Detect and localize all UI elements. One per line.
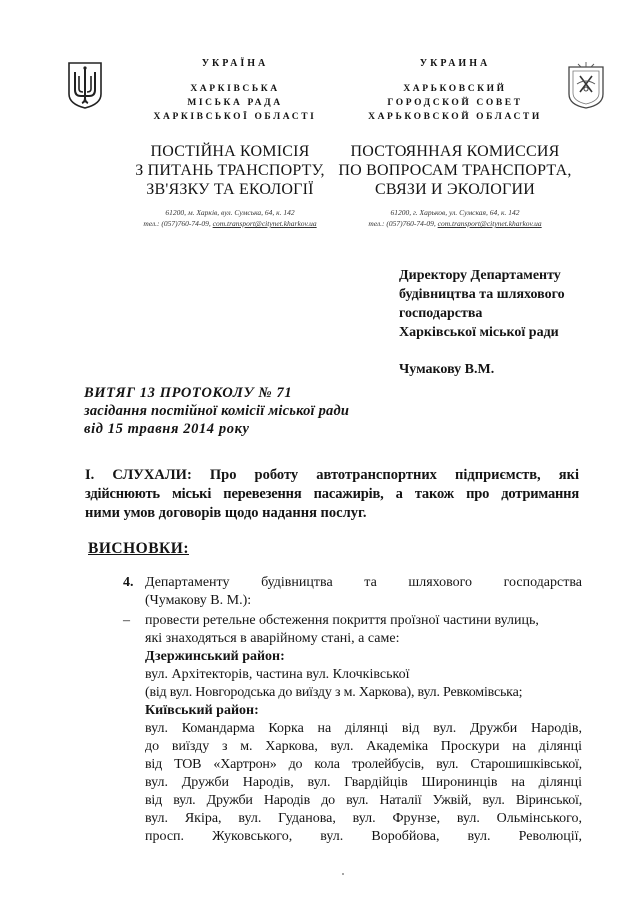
heard-line: І. СЛУХАЛИ: Про роботу автотранспортних підприємств, які bbox=[85, 467, 579, 483]
header-country-ua: УКРАЇНА bbox=[201, 58, 269, 69]
header-commission-ua-line: ПОСТІЙНА КОМІСІЯ bbox=[150, 143, 310, 160]
bullet-dash: – bbox=[123, 613, 130, 628]
item-number: 4. bbox=[123, 575, 134, 590]
district-line: вул. Командарма Корка на ділянці від вул. Дружби Народів, bbox=[145, 721, 582, 736]
district-title-kyivskyi: Київський район: bbox=[145, 703, 259, 718]
extract-line: від 15 травня 2014 року bbox=[84, 421, 250, 437]
phone-text-ru: тел.: (057)760-74-09, bbox=[368, 219, 438, 228]
bullet-line: які знаходяться в аварійному стані, а саме: bbox=[145, 631, 400, 646]
recipient-block bbox=[399, 266, 619, 379]
header-commission-ru-line: ПО ВОПРОСАМ ТРАНСПОРТА, bbox=[338, 162, 572, 179]
header-address-ru bbox=[345, 207, 565, 229]
header-org-ua bbox=[150, 82, 320, 124]
header-commission-ru bbox=[335, 142, 575, 199]
header-org-ru-line: ХАРЬКОВСКОЙ ОБЛАСТИ bbox=[368, 112, 542, 122]
item-4-text bbox=[145, 574, 582, 610]
contact-line-ua bbox=[120, 218, 340, 229]
address-line-ua: 61200, м. Харків, вул. Сумська, 64, к. 142 bbox=[165, 208, 295, 217]
district-line: вул. Дружби Народів, вул. Гвардійців Широнинців на ділянці bbox=[145, 775, 582, 790]
scan-speck bbox=[342, 873, 344, 875]
district-line: від вул. Дружби Народів до вул. Наталії Ужвій, вул. Віринської, bbox=[145, 793, 582, 808]
item-line: Департаменту будівництва та шляхового господарства bbox=[145, 575, 582, 590]
header-org-ru-line: ХАРЬКОВСКИЙ bbox=[403, 84, 507, 94]
recipient-line: будівництва та шляхового bbox=[399, 287, 565, 302]
district-line: до виїзду з м. Харкова, вул. Академіка Проскури на ділянці bbox=[145, 739, 582, 754]
district-line: вул. Якіра, вул. Гуданова, вул. Фрунзе, вул. Ольмінського, bbox=[145, 811, 582, 826]
heard-line: здійснюють міські перевезення пасажирів, а також про дотримання bbox=[85, 486, 579, 502]
district-line: просп. Жуковського, вул. Воробйова, вул. Революції, bbox=[145, 829, 582, 844]
address-line-ru: 61200, г. Харьков, ул. Сумская, 64, к. 142 bbox=[390, 208, 520, 217]
districts-list bbox=[145, 648, 582, 846]
heard-line: ними умов договорів щодо надання послуг. bbox=[85, 505, 367, 521]
email-link-ru[interactable]: com.transport@citynet.kharkov.ua bbox=[437, 219, 542, 228]
header-org-ua-line: ХАРКІВСЬКОЇ ОБЛАСТІ bbox=[153, 112, 317, 122]
recipient-line: Харківської міської ради bbox=[399, 325, 559, 340]
email-link-ua[interactable]: com.transport@citynet.kharkov.ua bbox=[212, 219, 317, 228]
district-title-dzerzhynskyi: Дзержинський район: bbox=[145, 649, 285, 664]
header-commission-ru-line: СВЯЗИ И ЭКОЛОГИИ bbox=[375, 181, 535, 198]
extract-line: ВИТЯГ 13 ПРОТОКОЛУ № 71 bbox=[84, 385, 293, 401]
header-address-ua bbox=[120, 207, 340, 229]
header-org-ru-line: ГОРОДСКОЙ СОВЕТ bbox=[387, 98, 523, 108]
header-org-ua-line: ХАРКІВСЬКА bbox=[190, 84, 280, 94]
trident-emblem-icon bbox=[66, 60, 104, 110]
header-org-ua-line: МІСЬКА РАДА bbox=[187, 98, 283, 108]
bullet-line: провести ретельне обстеження покриття проїзної частини вулиць, bbox=[145, 613, 539, 628]
conclusions-heading: ВИСНОВКИ: bbox=[88, 540, 189, 557]
header-country-ru: УКРАИНА bbox=[419, 58, 491, 69]
header-commission-ua-line: З ПИТАНЬ ТРАНСПОРТУ, bbox=[135, 162, 325, 179]
bullet-text bbox=[145, 612, 585, 648]
district-line: (від вул. Новгородська до виїзду з м. Харкова), вул. Ревкомівська; bbox=[145, 685, 523, 700]
heard-section bbox=[85, 466, 579, 523]
protocol-extract-title bbox=[84, 384, 414, 438]
kharkiv-coat-of-arms-icon bbox=[566, 62, 606, 110]
phone-text-ua: тел.: (057)760-74-09, bbox=[143, 219, 213, 228]
header-commission-ua-line: ЗВ'ЯЗКУ ТА ЕКОЛОГІЇ bbox=[146, 181, 314, 198]
item-line: (Чумакову В. М.): bbox=[145, 593, 252, 608]
recipient-line: господарства bbox=[399, 306, 483, 321]
district-line: вул. Архітекторів, частина вул. Клочківської bbox=[145, 667, 410, 682]
extract-line: засідання постійної комісії міської ради bbox=[84, 403, 350, 419]
header-commission-ua bbox=[120, 142, 340, 199]
contact-line-ru bbox=[345, 218, 565, 229]
district-line: від ТОВ «Хартрон» до кола тролейбусів, вул. Старошишківської, bbox=[145, 757, 582, 772]
recipient-name: Чумакову В.М. bbox=[399, 362, 495, 377]
header-commission-ru-line: ПОСТОЯННАЯ КОМИССИЯ bbox=[350, 143, 560, 160]
header-org-ru bbox=[360, 82, 550, 124]
recipient-line: Директору Департаменту bbox=[399, 268, 561, 283]
